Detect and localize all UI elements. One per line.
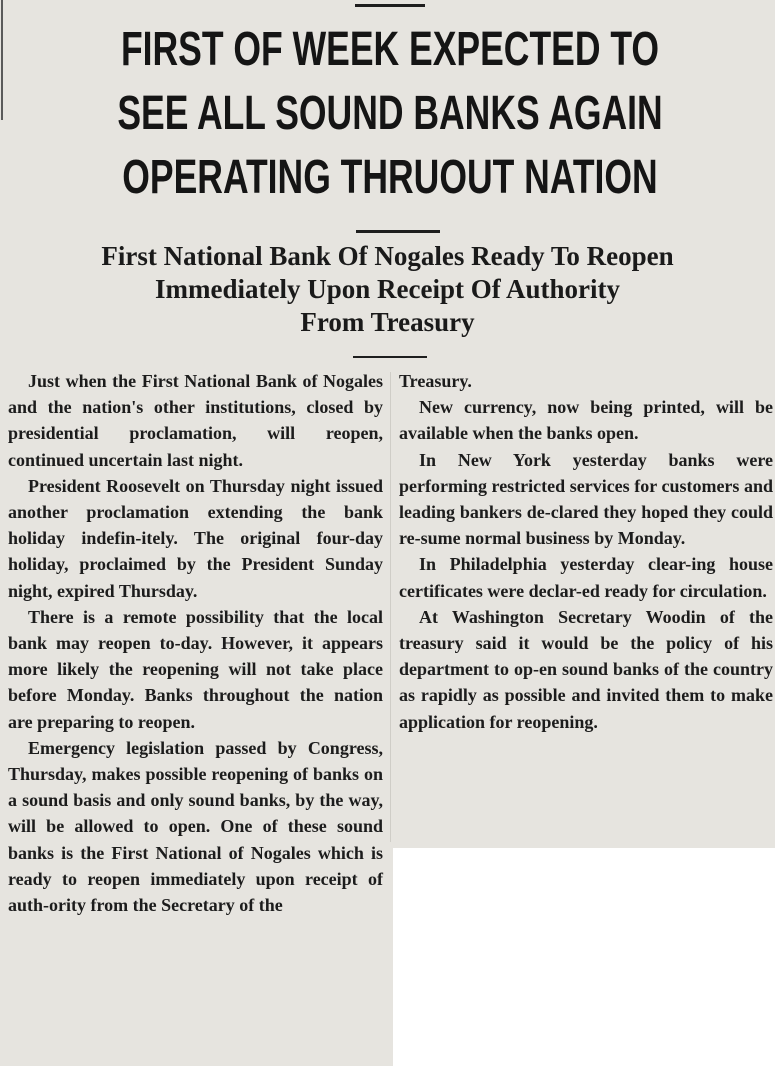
- article-paragraph: [399, 447, 773, 552]
- article-paragraph: [8, 735, 383, 918]
- article-line: open.: [597, 423, 639, 444]
- article-line: Just when the First National Bank: [28, 371, 297, 391]
- column-edge-rule: [1, 0, 3, 120]
- article-line: night issued another proclamation: [8, 475, 384, 523]
- article-line: of Nogales and the nation's other: [8, 371, 384, 418]
- article-line: performing restricted services for: [399, 475, 657, 496]
- headline-line-3: OPERATING THRUOUT NATION: [122, 151, 658, 204]
- article-line: the nation are preparing to reopen.: [8, 685, 383, 732]
- article-line: There is a remote possibility: [28, 606, 264, 627]
- article-line: reopening of banks on a sound basis: [8, 764, 383, 811]
- article-paragraph: [399, 551, 773, 603]
- article-line: to make application for reopening.: [399, 685, 774, 732]
- article-line: rapidly as possible and invited them: [420, 685, 705, 706]
- article-line: will be available when the banks: [399, 397, 773, 444]
- article-line: clared they hoped they could re-: [399, 502, 773, 549]
- article-line: day. However, it appears more likely: [8, 633, 383, 680]
- article-paragraph: [399, 604, 773, 735]
- subheadline-line-1: First National Bank Of Nogales Ready To Reopen: [101, 241, 674, 271]
- article-line: ed ready for circulation.: [581, 580, 767, 601]
- article-line: will be allowed to open. One of these: [8, 816, 327, 837]
- subheadline-divider-rule: [353, 356, 427, 358]
- article-line: Emergency legislation passed by: [28, 737, 297, 758]
- article-line: en sound banks of the country as: [399, 659, 773, 706]
- article-column-left: [8, 368, 383, 918]
- headline-line-1: FIRST OF WEEK EXPECTED TO: [120, 23, 660, 76]
- column-gutter: [390, 372, 391, 842]
- article-line: Congress, Thursday, makes possible: [8, 737, 383, 785]
- article-column-right: [399, 368, 773, 735]
- article-line: customers and leading bankers de-: [399, 475, 774, 523]
- article-line: proclaimed by the President Sunday: [79, 554, 384, 575]
- headline-line-2: SEE ALL SOUND BANKS AGAIN: [117, 87, 663, 140]
- article-line: In Philadelphia yesterday clear-: [419, 554, 692, 575]
- article-paragraph: [8, 604, 383, 735]
- top-divider-rule: [355, 4, 425, 7]
- article-line: extending the bank holiday indefin-: [8, 502, 383, 549]
- article-line: of Nogales which is ready to reopen: [8, 842, 384, 889]
- article-line: immediately upon receipt of auth-: [8, 868, 383, 916]
- article-line: uncertain last night.: [88, 449, 244, 470]
- article-line: At Washington Secretary Woodin: [419, 606, 706, 627]
- article-line: the policy of his department to op-: [399, 633, 774, 680]
- article-line: night, expired Thursday.: [8, 580, 198, 601]
- subheadline: [0, 240, 775, 339]
- article-paragraph-continued: [399, 368, 773, 394]
- article-paragraph: [399, 394, 773, 446]
- subheadline-line-2: Immediately Upon Receipt Of Authority: [155, 274, 620, 304]
- article-line: sume normal business by Monday.: [420, 528, 686, 549]
- article-paragraph: [8, 368, 383, 473]
- article-line: of the treasury said it would be: [399, 606, 773, 654]
- article-line: that the local bank may reopen to-: [8, 606, 384, 654]
- headline: [107, 18, 672, 210]
- article-line: Treasury.: [399, 371, 472, 391]
- article-line: itely. The original four-day holiday,: [8, 528, 383, 575]
- article-line: ority from the Secretary of the: [49, 895, 283, 916]
- headline-divider-rule: [356, 230, 440, 233]
- article-line: ing house certificates were declar-: [399, 554, 773, 601]
- article-line: institutions, closed by presidential: [8, 397, 383, 444]
- article-line: sound banks is the First National: [8, 816, 383, 863]
- article-line: and only sound banks, by the way,: [116, 790, 384, 811]
- article-line: the reopening will not take place: [108, 659, 384, 680]
- subheadline-line-3: From Treasury: [300, 307, 475, 337]
- article-line: before Monday. Banks throughout: [8, 685, 290, 706]
- article-paragraph: [8, 473, 383, 604]
- article-line: proclamation, will reopen, continued: [8, 423, 383, 470]
- article-line: President Roosevelt on Thursday: [28, 475, 285, 496]
- article-line: New currency, now being printed,: [419, 397, 705, 418]
- article-line: In New York yesterday banks were: [419, 449, 773, 470]
